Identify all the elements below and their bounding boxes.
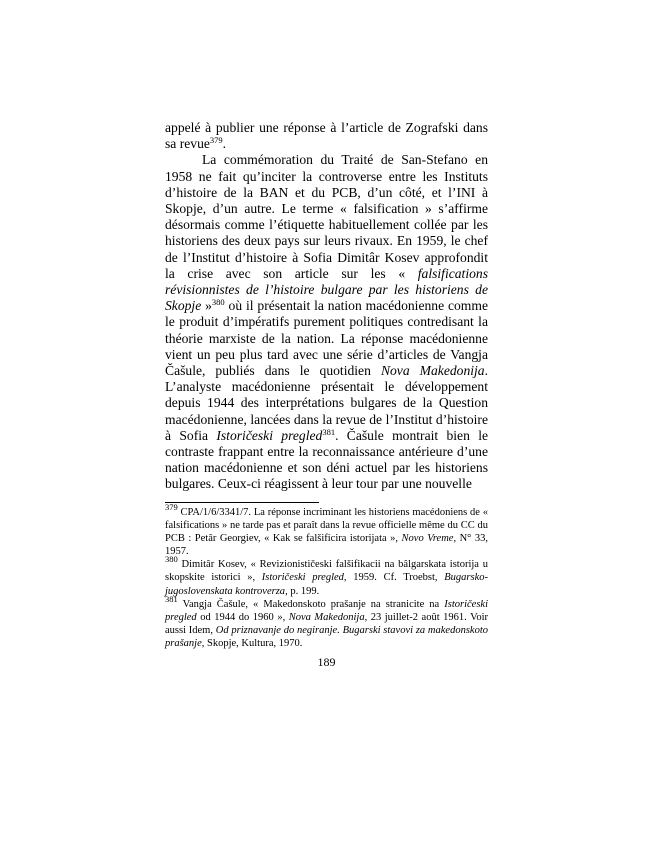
italic-title: Novo Vreme bbox=[401, 533, 454, 545]
italic-title: Istoričeski pregled bbox=[261, 572, 344, 584]
text-run: , N° 33, 1957. bbox=[165, 533, 488, 558]
text-run: . Čašule montrait bien le contraste frappant entre la reconnaissance antérieure d’une nation macédonienne et son déni actuel par les historiens bulgares. Ceux-ci réagissent à leur tour par une nouvelle bbox=[165, 427, 489, 492]
main-text bbox=[165, 120, 488, 493]
text-run: Vangja Čašule, « Makedonskoto prašanje na stranicite na bbox=[177, 598, 445, 610]
footnote-379 bbox=[165, 502, 488, 558]
footnote-separator bbox=[165, 502, 319, 503]
footnote-number: 380 bbox=[165, 554, 178, 565]
footnote-ref-381[interactable]: 381 bbox=[322, 426, 336, 437]
text-run: , 23 juillet-2 août 1961. Voir aussi Idem, bbox=[165, 611, 488, 636]
italic-title: Nova Makedonija bbox=[380, 363, 485, 379]
footnotes bbox=[165, 502, 488, 650]
text-run: . L’analyste macédonienne présentait le développement depuis 1944 des interprétations bulgares de la Question macédonienne, lancées dans la revue de l’Institut d’histoire à Sofia bbox=[165, 363, 489, 443]
italic-title: Istoričeski pregled bbox=[216, 427, 323, 443]
text-run: . bbox=[222, 136, 227, 152]
italic-title: falsifications révisionnistes de l’histoire bulgare par les historiens de Skopje bbox=[165, 265, 488, 314]
text-run: Dimitâr Kosev, « Revizionističeski falšifikacii na bâlgarskata istorija u skopskite istorici », bbox=[165, 559, 488, 584]
text-run: où il présentait la nation macédonienne comme le produit d’impératifs purement politiques contredisant la théorie marxiste de la nation. La réponse macédonienne vient un peu plus tard avec une série d’articles de Vangja Čašule, publiés dans le quotidien bbox=[165, 298, 488, 379]
italic-title: Od priznavanje do negiranje. Bugarski stavovi za makedonskoto prašanje bbox=[165, 624, 488, 649]
footnote-380 bbox=[165, 554, 488, 597]
text-run: La commémoration du Traité de San-Stefano en 1958 ne fait qu’inciter la controverse entre les Instituts d’histoire de la BAN et du PCB, d’un côté, et l’INI à Skopje, d’un autre. Le terme « falsification » s’affirme désormais comme l’étiquette habituellement collée par les historiens des deux pays sur leurs rivaux. En 1959, le chef de l’Institut d’histoire à Sofia Dimitâr Kosev approfondit la crise avec son article sur les « bbox=[165, 152, 488, 281]
text-run: , 1959. Cf. Troebst, bbox=[343, 572, 445, 584]
footnote-ref-380[interactable]: 380 bbox=[211, 297, 225, 308]
text-run: appelé à publier une réponse à l’article de Zografski dans sa revue bbox=[165, 120, 488, 152]
text-run: CPA/1/6/3341/7. La réponse incriminant les historiens macédoniens de « falsifications » ne tarde pas et paraît dans la revue officielle même du CC du PCB : Petâr Georgiev, « Kak se falšificira istorijata », bbox=[165, 507, 488, 545]
text-run: » bbox=[201, 298, 212, 314]
paragraph-2 bbox=[165, 152, 488, 492]
footnote-ref-379[interactable]: 379 bbox=[209, 135, 223, 146]
italic-title: Nova Makedonija bbox=[288, 611, 365, 623]
footnote-number: 381 bbox=[165, 593, 178, 604]
footnote-number: 379 bbox=[165, 502, 178, 512]
footnote-381 bbox=[165, 593, 488, 650]
page-number: 189 bbox=[317, 655, 336, 669]
text-run: , Skopje, Kultura, 1970. bbox=[201, 637, 303, 649]
paragraph-1 bbox=[165, 120, 488, 152]
text-run: , p. 199. bbox=[285, 585, 320, 597]
italic-title: Bugarsko-jugoslovenskata kontroverza bbox=[165, 572, 488, 597]
italic-title: Istoričeski pregled bbox=[165, 598, 488, 623]
text-run: od 1944 do 1960 », bbox=[196, 611, 289, 623]
